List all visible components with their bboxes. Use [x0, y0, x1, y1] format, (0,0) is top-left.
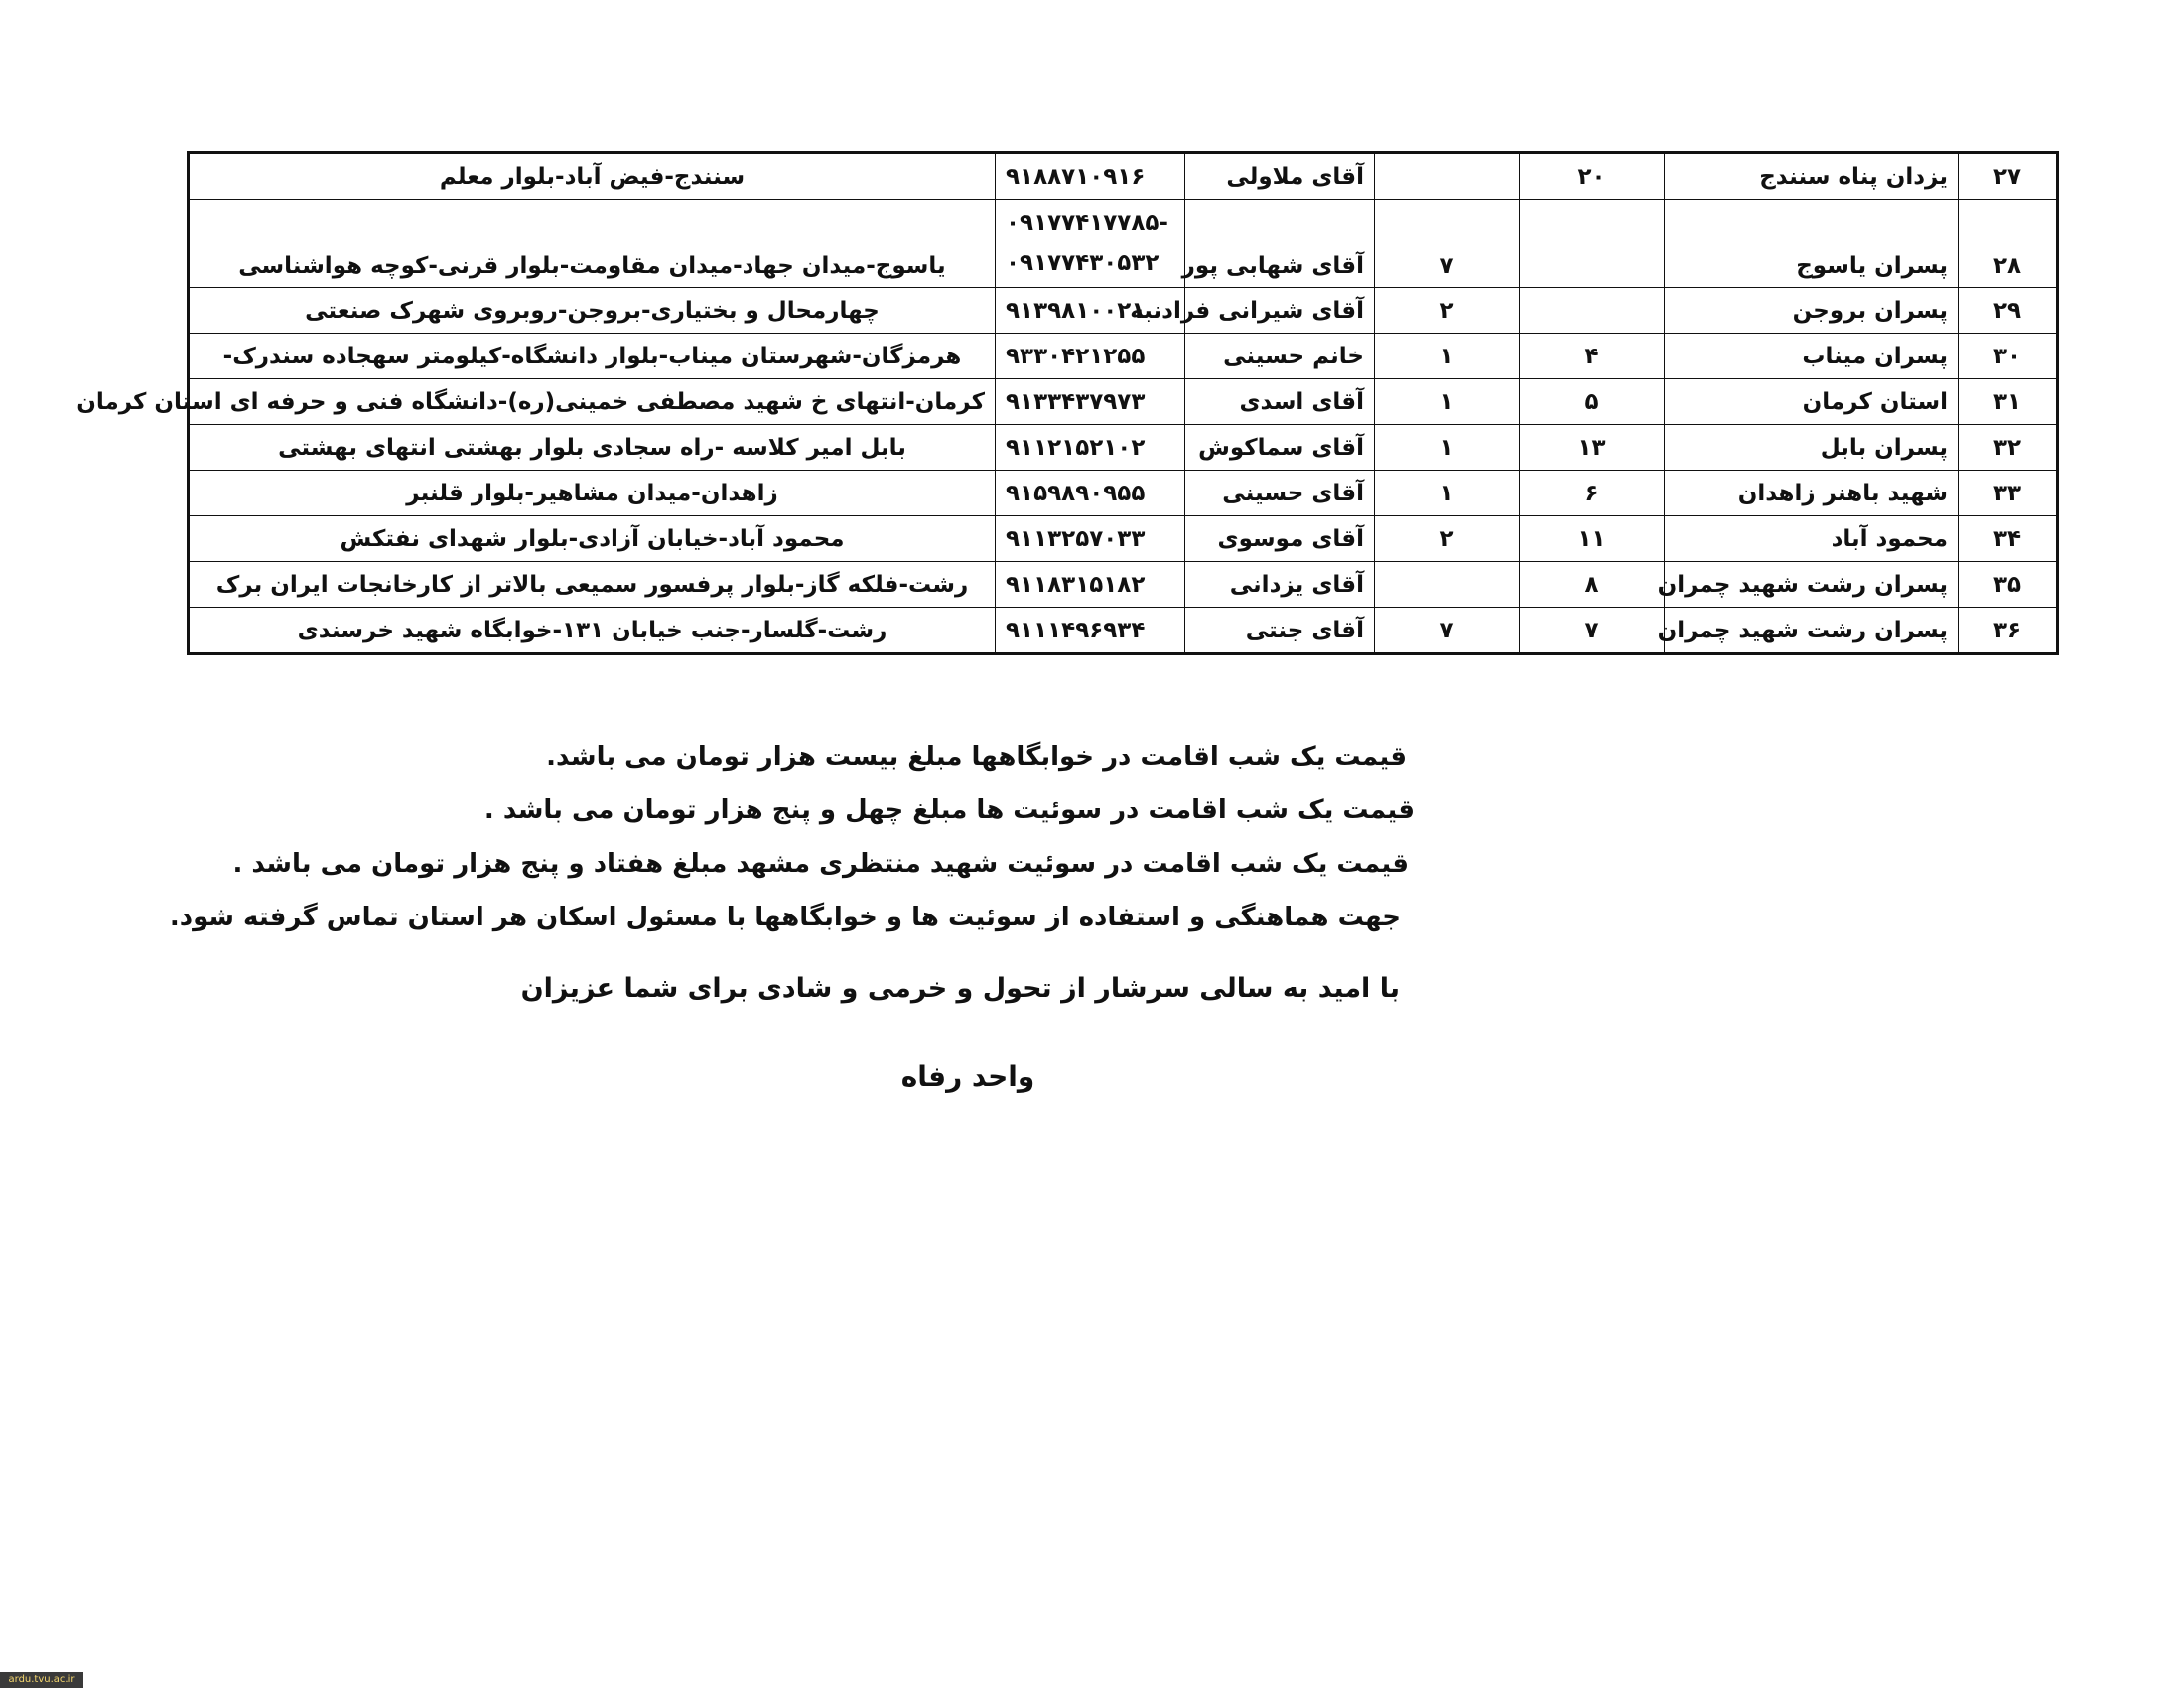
note-suite-price: قیمت یک شب اقامت در سوئیت ها مبلغ چهل و پنج هزار تومان می باشد . — [483, 795, 1415, 825]
dormitory-address-cell: یاسوج-میدان جهاد-میدان مقاومت-بلوار قرنی-کوچه هواشناسی — [189, 200, 996, 288]
phone-number: ۰۹۱۷۷۴۳۰۵۳۲ — [1006, 250, 1160, 276]
capacity-suite-cell: ۱ — [1375, 425, 1520, 471]
capacity-suite-cell — [1375, 153, 1520, 200]
dormitory-name-cell: پسران بروجن — [1665, 288, 1959, 334]
dormitory-address-cell: سنندج-فیض آباد-بلوار معلم — [189, 153, 996, 200]
row-number-cell: ۲۷ — [1959, 153, 2058, 200]
table-row — [189, 471, 2058, 516]
table-row — [189, 288, 2058, 334]
table-row — [189, 153, 2058, 200]
phone-number: ۹۱۵۹۸۹۰۹۵۵ — [1006, 480, 1146, 506]
contact-phone-cell — [996, 153, 1185, 200]
dormitory-name-cell: پسران رشت شهید چمران — [1665, 608, 1959, 654]
dormitory-table — [76, 151, 2059, 655]
capacity-suite-cell: ۲ — [1375, 516, 1520, 562]
dormitory-name-cell: پسران یاسوج — [1665, 200, 1959, 288]
capacity-dorm-cell — [1520, 200, 1665, 288]
phone-number: ۹۱۱۱۴۹۶۹۳۴ — [1006, 617, 1146, 643]
table-row — [189, 608, 2058, 654]
capacity-suite-cell: ۷ — [1375, 200, 1520, 288]
closing-wish: با امید به سالی سرشار از تحول و خرمی و شادی برای شما عزیزان — [520, 973, 1400, 1004]
row-number-cell: ۳۲ — [1959, 425, 2058, 471]
contact-phone-cell — [996, 200, 1185, 288]
contact-phone-cell — [996, 516, 1185, 562]
site-watermark-badge: ardu.tvu.ac.ir — [0, 1672, 83, 1688]
contact-phone-cell — [996, 471, 1185, 516]
row-number-cell: ۳۴ — [1959, 516, 2058, 562]
row-number-cell: ۳۰ — [1959, 334, 2058, 379]
contact-person-cell: آقای ملاولی — [1185, 153, 1375, 200]
note-coordination: جهت هماهنگی و استفاده از سوئیت ها و خوابگاهها با مسئول اسکان هر استان تماس گرفته شود. — [169, 903, 1401, 932]
row-number-cell: ۳۱ — [1959, 379, 2058, 425]
capacity-dorm-cell: ۱۳ — [1520, 425, 1665, 471]
capacity-dorm-cell: ۱۱ — [1520, 516, 1665, 562]
capacity-dorm-cell: ۴ — [1520, 334, 1665, 379]
dormitory-address-cell: کرمان-انتهای خ شهید مصطفی خمینی(ره)-دانشگاه فنی و حرفه ای استان کرمان — [189, 379, 996, 425]
contact-phone-cell — [996, 425, 1185, 471]
table-row — [189, 334, 2058, 379]
dormitory-address-cell: چهارمحال و بختیاری-بروجن-روبروی شهرک صنعتی — [189, 288, 996, 334]
dormitory-name-cell: پسران رشت شهید چمران — [1665, 562, 1959, 608]
note-dorm-price: قیمت یک شب اقامت در خوابگاهها مبلغ بیست هزار تومان می باشد. — [546, 742, 1407, 772]
phone-number: ۹۳۳۰۴۲۱۲۵۵ — [1006, 343, 1146, 369]
table-row — [189, 425, 2058, 471]
table-row — [189, 562, 2058, 608]
capacity-dorm-cell: ۶ — [1520, 471, 1665, 516]
dormitory-address-cell: هرمزگان-شهرستان میناب-بلوار دانشگاه-کیلومتر سهجاده سندرک- — [189, 334, 996, 379]
contact-phone-cell — [996, 562, 1185, 608]
dormitory-name-cell: پسران بابل — [1665, 425, 1959, 471]
contact-phone-cell — [996, 608, 1185, 654]
dormitory-address-cell: محمود آباد-خیابان آزادی-بلوار شهدای نفتکش — [189, 516, 996, 562]
capacity-suite-cell: ۱ — [1375, 334, 1520, 379]
capacity-suite-cell: ۷ — [1375, 608, 1520, 654]
dormitory-name-cell: یزدان پناه سنندج — [1665, 153, 1959, 200]
contact-phone-cell — [996, 334, 1185, 379]
contact-person-cell: خانم حسینی — [1185, 334, 1375, 379]
capacity-suite-cell: ۱ — [1375, 379, 1520, 425]
phone-number: ۹۱۱۲۱۵۲۱۰۲ — [1006, 434, 1146, 461]
contact-person-cell: آقای حسینی — [1185, 471, 1375, 516]
row-number-cell: ۳۳ — [1959, 471, 2058, 516]
phone-number: ۹۱۸۸۷۱۰۹۱۶ — [1006, 163, 1146, 190]
row-number-cell: ۳۵ — [1959, 562, 2058, 608]
capacity-dorm-cell: ۸ — [1520, 562, 1665, 608]
dormitory-table-body — [76, 153, 2058, 654]
row-number-cell: ۲۸ — [1959, 200, 2058, 288]
phone-number: ۹۱۳۹۸۱۰۰۲۱ — [1006, 297, 1146, 324]
phone-number: -۰۹۱۷۷۴۱۷۷۸۵ — [1006, 211, 1168, 236]
capacity-dorm-cell — [1520, 288, 1665, 334]
table-row — [189, 516, 2058, 562]
phone-number: ۹۱۱۸۳۱۵۱۸۲ — [1006, 571, 1146, 598]
dormitory-name-cell: شهید باهنر زاهدان — [1665, 471, 1959, 516]
contact-person-cell: آقای جنتی — [1185, 608, 1375, 654]
dormitory-address-cell: رشت-گلسار-جنب خیابان ۱۳۱-خوابگاه شهید خرسندی — [189, 608, 996, 654]
table-row — [189, 379, 2058, 425]
dormitory-name-cell: استان کرمان — [1665, 379, 1959, 425]
dormitory-address-cell: بابل امیر کلاسه -راه سجادی بلوار بهشتی انتهای بهشتی — [189, 425, 996, 471]
row-number-cell: ۲۹ — [1959, 288, 2058, 334]
note-mashhad-suite-price: قیمت یک شب اقامت در سوئیت شهید منتظری مشهد مبلغ هفتاد و پنج هزار تومان می باشد . — [232, 849, 1409, 879]
phone-number: ۹۱۱۳۲۵۷۰۳۳ — [1006, 525, 1146, 552]
dormitory-address-cell: زاهدان-میدان مشاهیر-بلوار قلنبر — [189, 471, 996, 516]
contact-person-cell: آقای سماکوش — [1185, 425, 1375, 471]
capacity-suite-cell — [1375, 562, 1520, 608]
capacity-dorm-cell: ۷ — [1520, 608, 1665, 654]
table-row — [189, 200, 2058, 288]
capacity-dorm-cell: ۵ — [1520, 379, 1665, 425]
price-notes — [169, 730, 1415, 944]
contact-person-cell: آقای موسوی — [1185, 516, 1375, 562]
dormitory-name-cell: محمود آباد — [1665, 516, 1959, 562]
capacity-suite-cell: ۲ — [1375, 288, 1520, 334]
contact-person-cell: آقای اسدی — [1185, 379, 1375, 425]
row-number-cell: ۳۶ — [1959, 608, 2058, 654]
dormitory-name-cell: پسران میناب — [1665, 334, 1959, 379]
capacity-suite-cell: ۱ — [1375, 471, 1520, 516]
capacity-dorm-cell: ۲۰ — [1520, 153, 1665, 200]
signature-welfare-unit: واحد رفاه — [900, 1060, 1035, 1093]
contact-person-cell: آقای یزدانی — [1185, 562, 1375, 608]
contact-phone-cell — [996, 379, 1185, 425]
contact-person-cell: آقای شیرانی فرادنبه — [1185, 288, 1375, 334]
dormitory-address-cell: رشت-فلکه گاز-بلوار پرفسور سمیعی بالاتر از کارخانجات ایران برک — [189, 562, 996, 608]
phone-number: ۹۱۳۳۴۳۷۹۷۳ — [1006, 388, 1146, 415]
contact-person-cell: آقای شهابی پور — [1185, 200, 1375, 288]
